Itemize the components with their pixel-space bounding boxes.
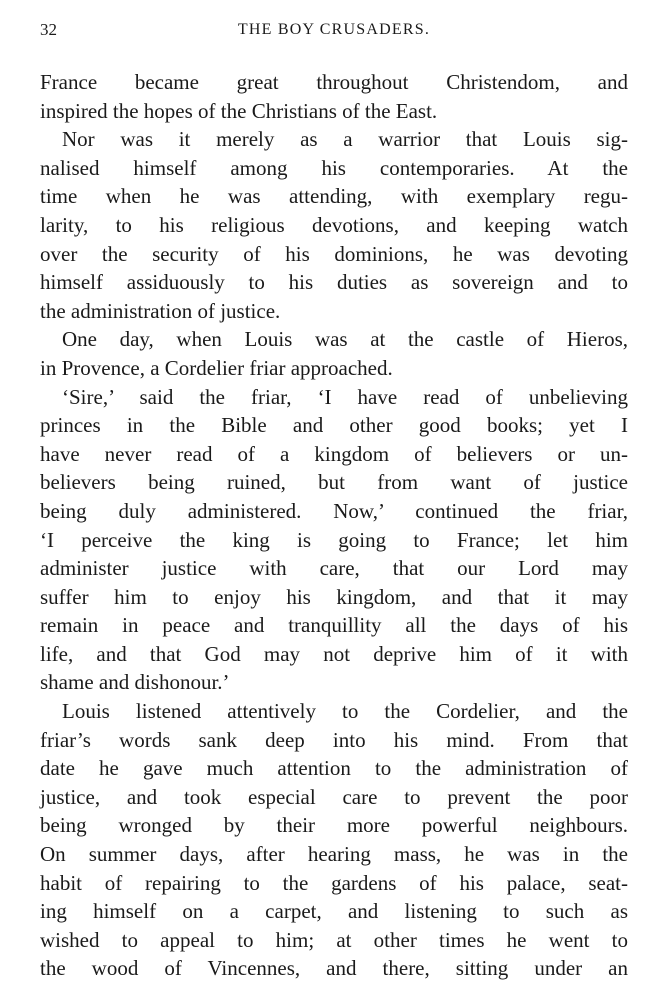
text-line: friar’s words sank deep into his mind. From that bbox=[40, 727, 628, 752]
text-line: shame and dishonour.’ bbox=[40, 670, 230, 695]
text-line: have never read of a kingdom of believers or un- bbox=[40, 441, 628, 466]
text-line: Nor was it merely as a warrior that Louis sig- bbox=[62, 127, 628, 152]
text-line: time when he was attending, with exemplary regu- bbox=[40, 184, 628, 209]
text-line: One day, when Louis was at the castle of Hieros, bbox=[62, 327, 628, 352]
page-body-text bbox=[40, 68, 628, 983]
text-line: princes in the Bible and other good books; yet I bbox=[40, 413, 628, 438]
text-line: nalised himself among his contemporaries. At the bbox=[40, 155, 628, 180]
text-line: over the security of his dominions, he was devoting bbox=[40, 241, 628, 266]
text-line: inspired the hopes of the Christians of the East. bbox=[40, 98, 438, 123]
text-line: France became great throughout Christendom, and bbox=[40, 70, 628, 94]
text-line: ‘Sire,’ said the friar, ‘I have read of unbelieving bbox=[62, 384, 628, 409]
text-line: in Provence, a Cordelier friar approached. bbox=[40, 355, 393, 380]
text-line: being wronged by their more powerful neighbours. bbox=[40, 813, 628, 838]
text-line: date he gave much attention to the administration of bbox=[40, 756, 628, 781]
text-line: On summer days, after hearing mass, he was in the bbox=[40, 842, 628, 867]
text-line: life, and that God may not deprive him of it with bbox=[40, 641, 628, 666]
text-line: the administration of justice. bbox=[40, 298, 281, 323]
text-line: ‘I perceive the king is going to France; let him bbox=[40, 527, 628, 552]
text-line: remain in peace and tranquillity all the days of his bbox=[40, 613, 628, 638]
text-line: suffer him to enjoy his kingdom, and that it may bbox=[40, 584, 628, 609]
text-line: the wood of Vincennes, and there, sitting under an bbox=[40, 956, 628, 981]
text-line: wished to appeal to him; at other times he went to bbox=[40, 927, 628, 952]
text-line: believers being ruined, but from want of justice bbox=[40, 470, 628, 495]
text-line: justice, and took especial care to prevent the poor bbox=[40, 784, 628, 809]
running-header bbox=[40, 18, 628, 46]
text-line: being duly administered. Now,’ continued the friar, bbox=[40, 498, 628, 523]
text-line: habit of repairing to the gardens of his palace, seat- bbox=[40, 870, 628, 895]
text-line: Louis listened attentively to the Cordelier, and the bbox=[62, 699, 628, 724]
text-line: larity, to his religious devotions, and keeping watch bbox=[40, 212, 628, 237]
text-line: himself assiduously to his duties as sovereign and to bbox=[40, 270, 628, 295]
text-line: ing himself on a carpet, and listening to such as bbox=[40, 899, 628, 924]
page-number: 32 bbox=[40, 20, 57, 39]
text-line: administer justice with care, that our Lord may bbox=[40, 556, 628, 581]
running-title: THE BOY CRUSADERS. bbox=[237, 21, 431, 38]
